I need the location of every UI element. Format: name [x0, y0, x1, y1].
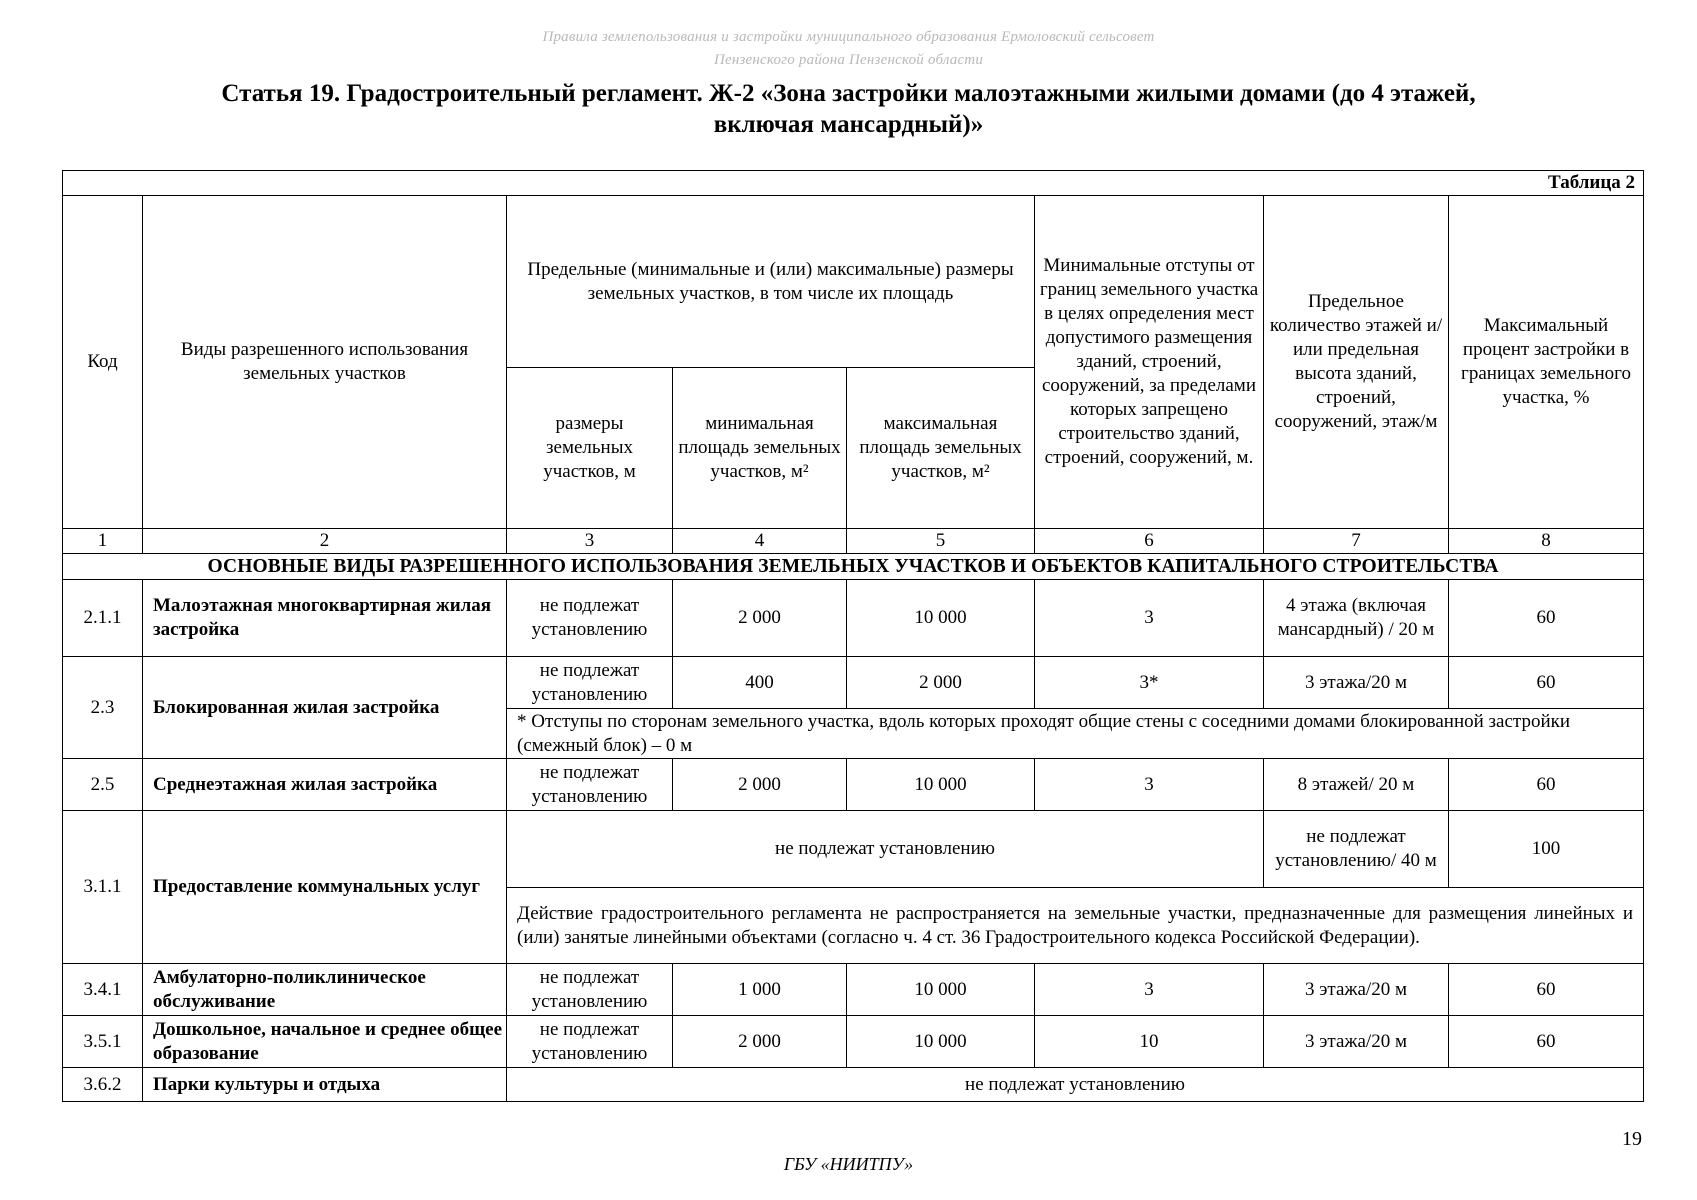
column-number: 5 — [847, 529, 1035, 554]
section-heading: ОСНОВНЫЕ ВИДЫ РАЗРЕШЕННОГО ИСПОЛЬЗОВАНИЯ ЗЕМЕЛЬНЫХ УЧАСТКОВ И ОБЪЕКТОВ КАПИТАЛЬНОГО СТРОИТЕЛЬСТВА — [63, 554, 1644, 580]
row-percent: 60 — [1449, 759, 1644, 811]
row-floors: 8 этажей/ 20 м — [1264, 759, 1449, 811]
row-code: 3.1.1 — [63, 811, 143, 964]
table-row — [63, 1068, 1644, 1102]
header-setbacks: Минимальные отступы от границ земельного участка в целях определения мест допустимого размещения зданий, строений, сооружений, за пределами которых запрещено строительство зданий, строений, сооружений, м. — [1035, 196, 1264, 529]
row-floors: не подлежат установлению/ 40 м — [1264, 811, 1449, 888]
row-name: Предоставление коммунальных услуг — [143, 811, 507, 964]
page-footer: ГБУ «НИИТПУ» — [783, 1154, 914, 1174]
article-title-line-1: Статья 19. Градостроительный регламент. Ж-2 «Зона застройки малоэтажными жилыми домами (до 4 этажей, — [221, 80, 1476, 107]
article-title-line-2: включая мансардный)» — [713, 111, 984, 138]
row-max-area: 10 000 — [847, 964, 1035, 1016]
row-note: Действие градостроительного регламента не распространяется на земельные участки, предназначенные для размещения линейных и (или) занятые линейными объектами (согласно ч. 4 ст. 36 Градостроительного кодекса Российской Федерации). — [507, 888, 1644, 964]
row-code: 3.4.1 — [63, 964, 143, 1016]
row-min-area: 2 000 — [673, 1016, 847, 1068]
row-percent: 100 — [1449, 811, 1644, 888]
row-size: не подлежат установлению — [507, 964, 673, 1016]
row-percent: 60 — [1449, 657, 1644, 709]
row-floors: 3 этажа/20 м — [1264, 1016, 1449, 1068]
row-floors: 3 этажа/20 м — [1264, 964, 1449, 1016]
row-name: Среднеэтажная жилая застройка — [143, 759, 507, 811]
row-name: Амбулаторно-поликлиническое обслуживание — [143, 964, 507, 1016]
running-header-line-2: Пензенского района Пензенской области — [713, 52, 984, 68]
page-number: 19 — [1622, 1128, 1642, 1150]
row-max-area: 10 000 — [847, 580, 1035, 657]
row-setback: 3 — [1035, 580, 1264, 657]
row-code: 2.3 — [63, 657, 143, 759]
table-row — [63, 759, 1644, 811]
column-number: 6 — [1035, 529, 1264, 554]
row-max-area: 2 000 — [847, 657, 1035, 709]
row-size: не подлежат установлению — [507, 1016, 673, 1068]
column-number: 8 — [1449, 529, 1644, 554]
row-min-area: 1 000 — [673, 964, 847, 1016]
row-floors: 4 этажа (включая мансардный) / 20 м — [1264, 580, 1449, 657]
row-merged-value: не подлежат установлению — [507, 1068, 1644, 1102]
header-limits: Предельные (минимальные и (или) максимальные) размеры земельных участков, в том числе их площадь — [507, 196, 1035, 368]
column-number: 4 — [673, 529, 847, 554]
row-percent: 60 — [1449, 1016, 1644, 1068]
row-name: Парки культуры и отдыха — [143, 1068, 507, 1102]
table-row — [63, 811, 1644, 888]
row-size: не подлежат установлению — [507, 759, 673, 811]
table-row — [63, 657, 1644, 709]
header-floors: Предельное количество этажей и/или предельная высота зданий, строений, сооружений, этаж/м — [1264, 196, 1449, 529]
row-min-area: 400 — [673, 657, 847, 709]
row-size: не подлежат установлению — [507, 580, 673, 657]
row-name: Малоэтажная многоквартирная жилая застройка — [143, 580, 507, 657]
row-code: 3.6.2 — [63, 1068, 143, 1102]
row-percent: 60 — [1449, 580, 1644, 657]
column-numbers-row — [63, 529, 1644, 554]
column-number: 7 — [1264, 529, 1449, 554]
row-percent: 60 — [1449, 964, 1644, 1016]
row-setback: 3 — [1035, 759, 1264, 811]
row-setback: 3* — [1035, 657, 1264, 709]
row-max-area: 10 000 — [847, 1016, 1035, 1068]
row-min-area: 2 000 — [673, 580, 847, 657]
row-max-area: 10 000 — [847, 759, 1035, 811]
column-number: 1 — [63, 529, 143, 554]
table-row — [63, 964, 1644, 1016]
row-floors: 3 этажа/20 м — [1264, 657, 1449, 709]
row-code: 2.5 — [63, 759, 143, 811]
row-name: Дошкольное, начальное и среднее общее образование — [143, 1016, 507, 1068]
header-percent: Максимальный процент застройки в границах земельного участка, % — [1449, 196, 1644, 529]
header-max-area: максимальная площадь земельных участков, м² — [847, 368, 1035, 529]
row-setback: 3 — [1035, 964, 1264, 1016]
table-row — [63, 580, 1644, 657]
header-min-area: минимальная площадь земельных участков, м² — [673, 368, 847, 529]
header-kinds: Виды разрешенного использования земельных участков — [143, 196, 507, 529]
row-code: 3.5.1 — [63, 1016, 143, 1068]
table-caption: Таблица 2 — [63, 171, 1644, 196]
row-note: * Отступы по сторонам земельного участка, вдоль которых проходят общие стены с соседними домами блокированной застройки (смежный блок) – 0 м — [507, 709, 1644, 759]
row-merged-value: не подлежат установлению — [507, 811, 1264, 888]
row-size: не подлежат установлению — [507, 657, 673, 709]
header-sizes: размеры земельных участков, м — [507, 368, 673, 529]
regulation-table — [62, 170, 1644, 1102]
column-number: 2 — [143, 529, 507, 554]
row-setback: 10 — [1035, 1016, 1264, 1068]
row-code: 2.1.1 — [63, 580, 143, 657]
row-min-area: 2 000 — [673, 759, 847, 811]
row-name: Блокированная жилая застройка — [143, 657, 507, 759]
header-code: Код — [63, 196, 143, 529]
running-header-line-1: Правила землепользования и застройки муниципального образования Ермоловский сельсовет — [542, 29, 1155, 45]
column-number: 3 — [507, 529, 673, 554]
table-row — [63, 1016, 1644, 1068]
